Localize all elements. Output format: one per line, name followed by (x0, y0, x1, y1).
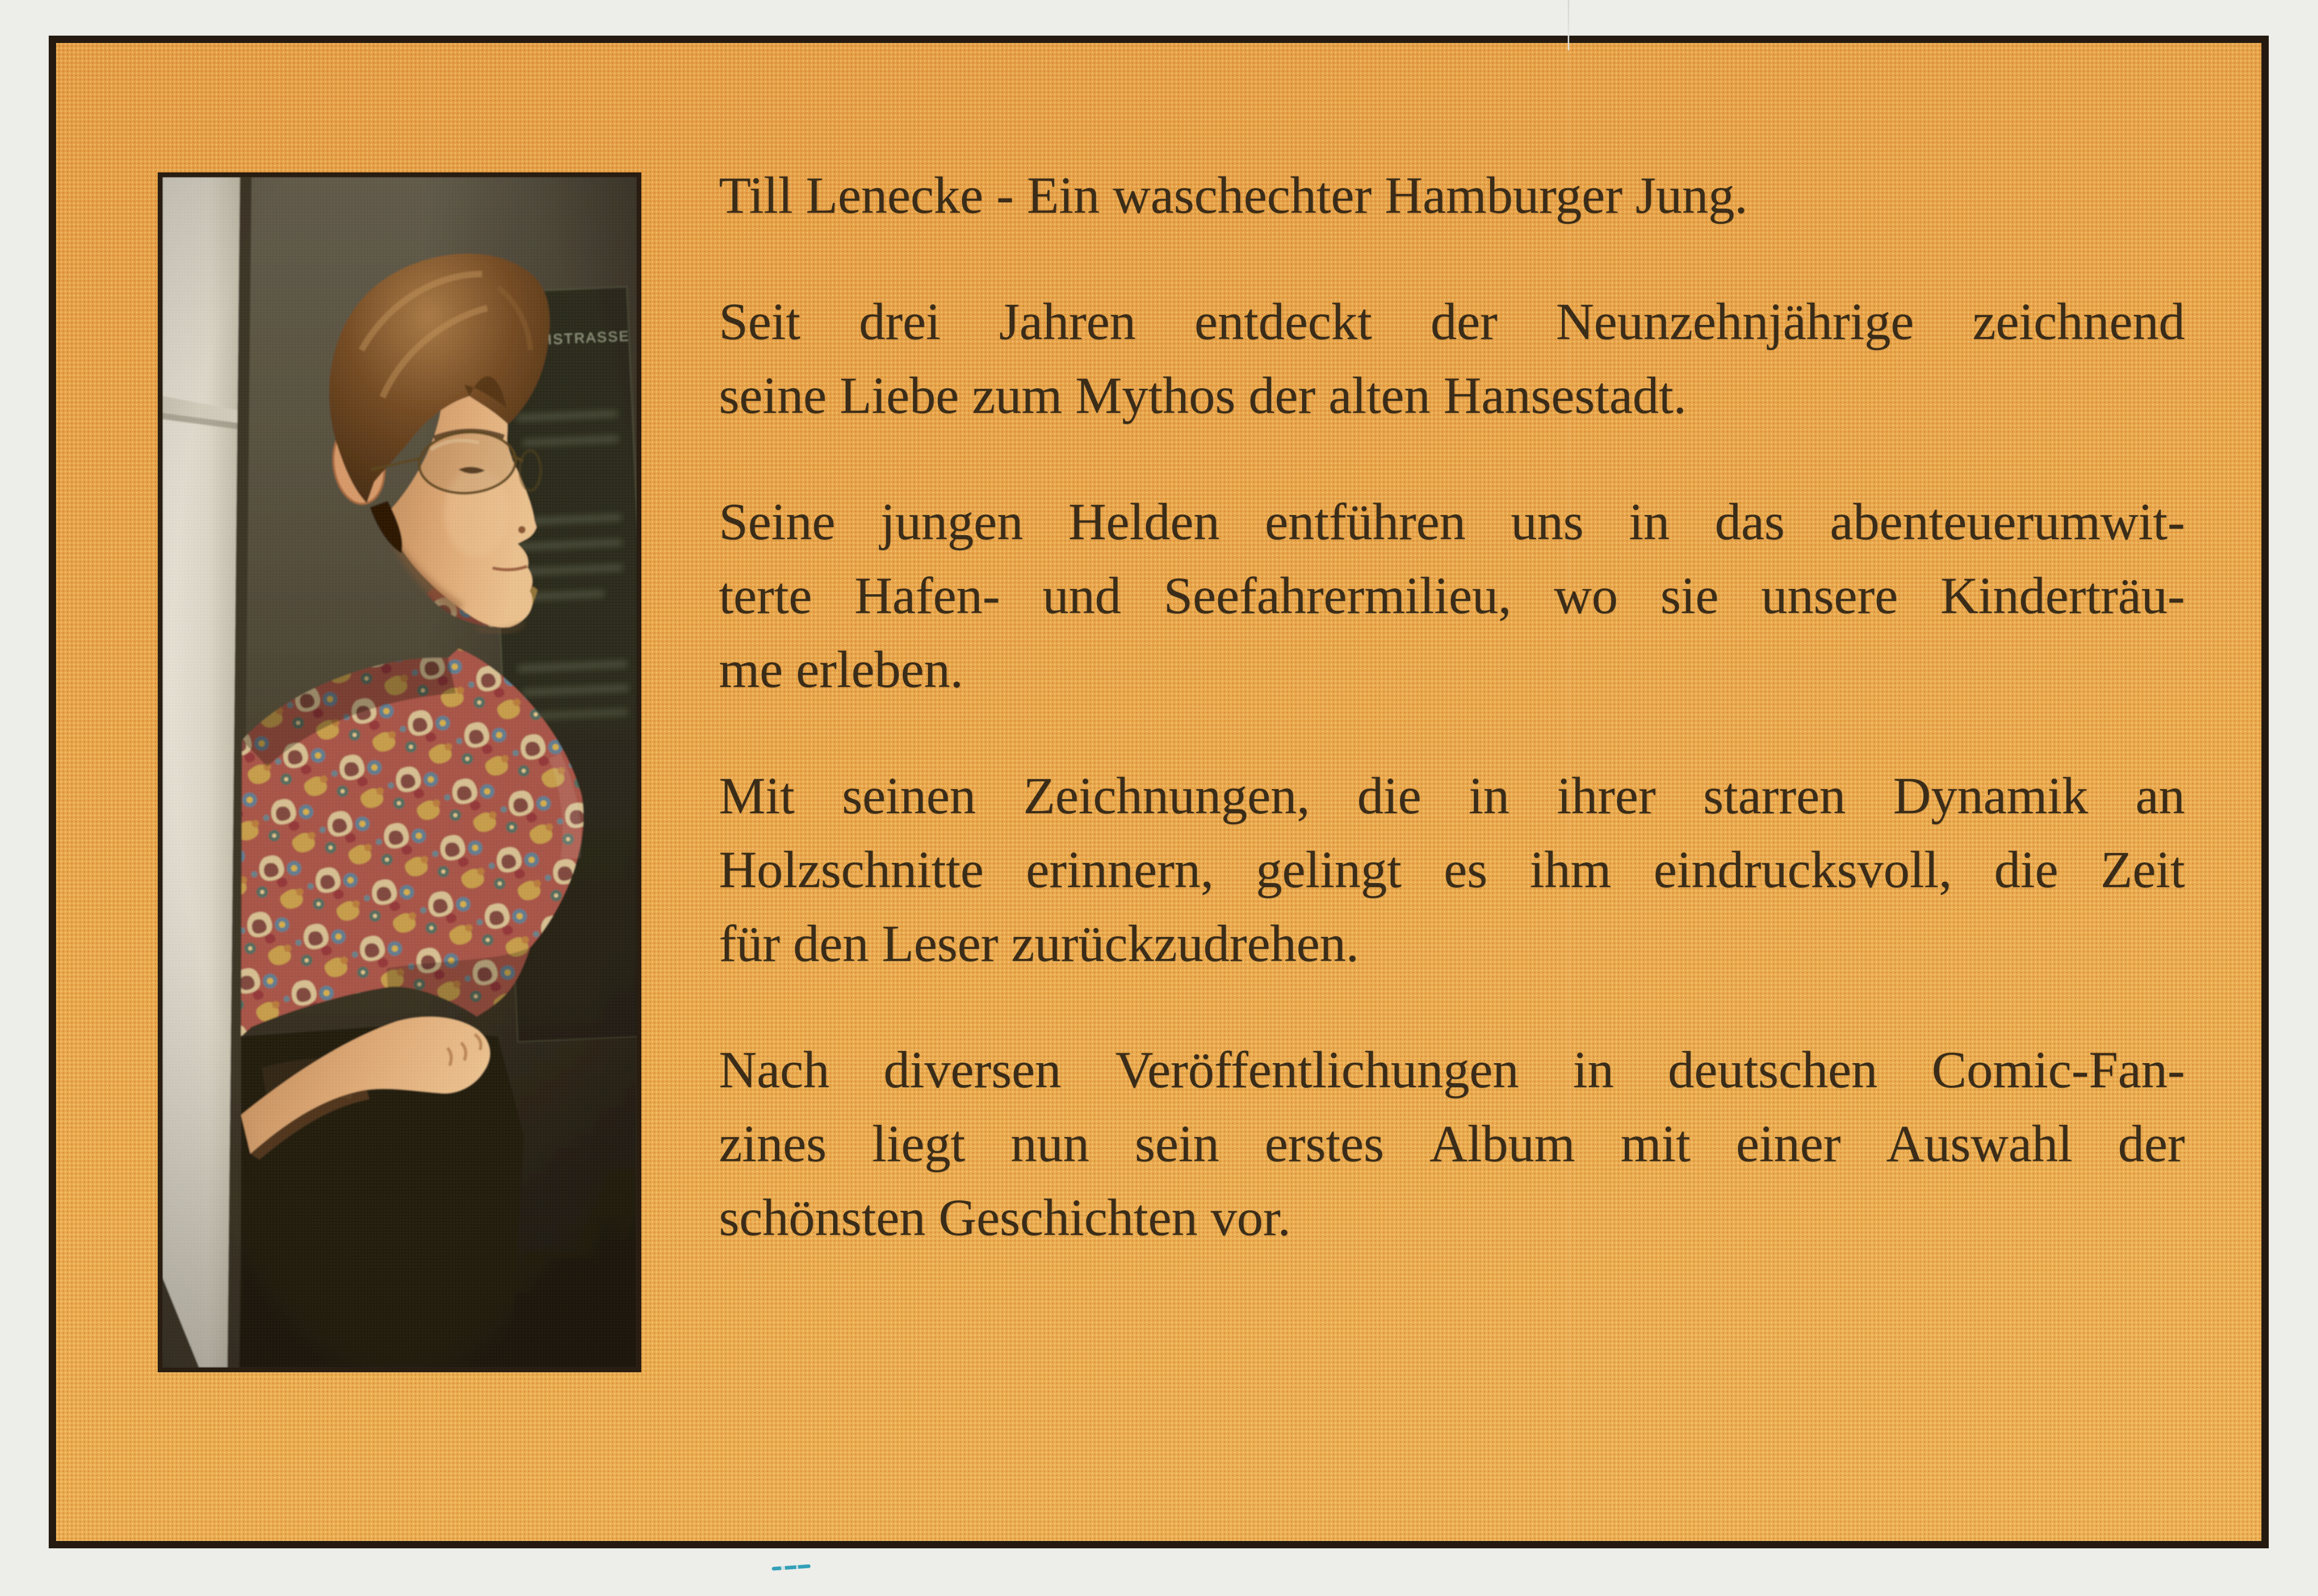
photo-frame (158, 172, 641, 1372)
paragraph (719, 485, 2185, 706)
artist-photo (162, 177, 637, 1368)
postcard (49, 36, 2269, 1548)
scan-crease (1568, 0, 1569, 50)
text-line: Seit drei Jahren entdeckt der Neunzehnjährige zeichnend (719, 292, 2185, 351)
paragraphs (719, 285, 2185, 1254)
text-line: schönsten Geschichten vor. (719, 1188, 1291, 1247)
text-line: Holzschnitte erinnern, gelingt es ihm eindrucksvoll, die Zeit (719, 840, 2185, 899)
text-block (719, 158, 2185, 1254)
paragraph (719, 285, 2185, 432)
vignette-overlay (162, 177, 637, 1368)
page-title: Till Lenecke - Ein waschechter Hamburger Jung. (719, 166, 1748, 224)
text-line: me erleben. (719, 640, 964, 698)
text-line: für den Leser zurückzudrehen. (719, 914, 1359, 972)
text-line: terte Hafen- und Seefahrermilieu, wo sie unsere Kinderträu- (719, 566, 2185, 625)
text-line: Mit seinen Zeichnungen, die in ihrer starren Dynamik an (719, 767, 2185, 825)
paragraph (719, 759, 2185, 980)
text-line: Nach diversen Veröffentlichungen in deutschen Comic-Fan- (719, 1041, 2185, 1099)
text-line: seine Liebe zum Mythos der alten Hansestadt. (719, 366, 1687, 424)
text-line: zines liegt nun sein erstes Album mit einer Auswahl der (719, 1114, 2185, 1173)
pen-mark-artifact (772, 1564, 811, 1570)
paragraph (719, 1033, 2185, 1254)
text-line: Seine jungen Helden entführen uns in das abenteuerumwit- (719, 493, 2185, 551)
